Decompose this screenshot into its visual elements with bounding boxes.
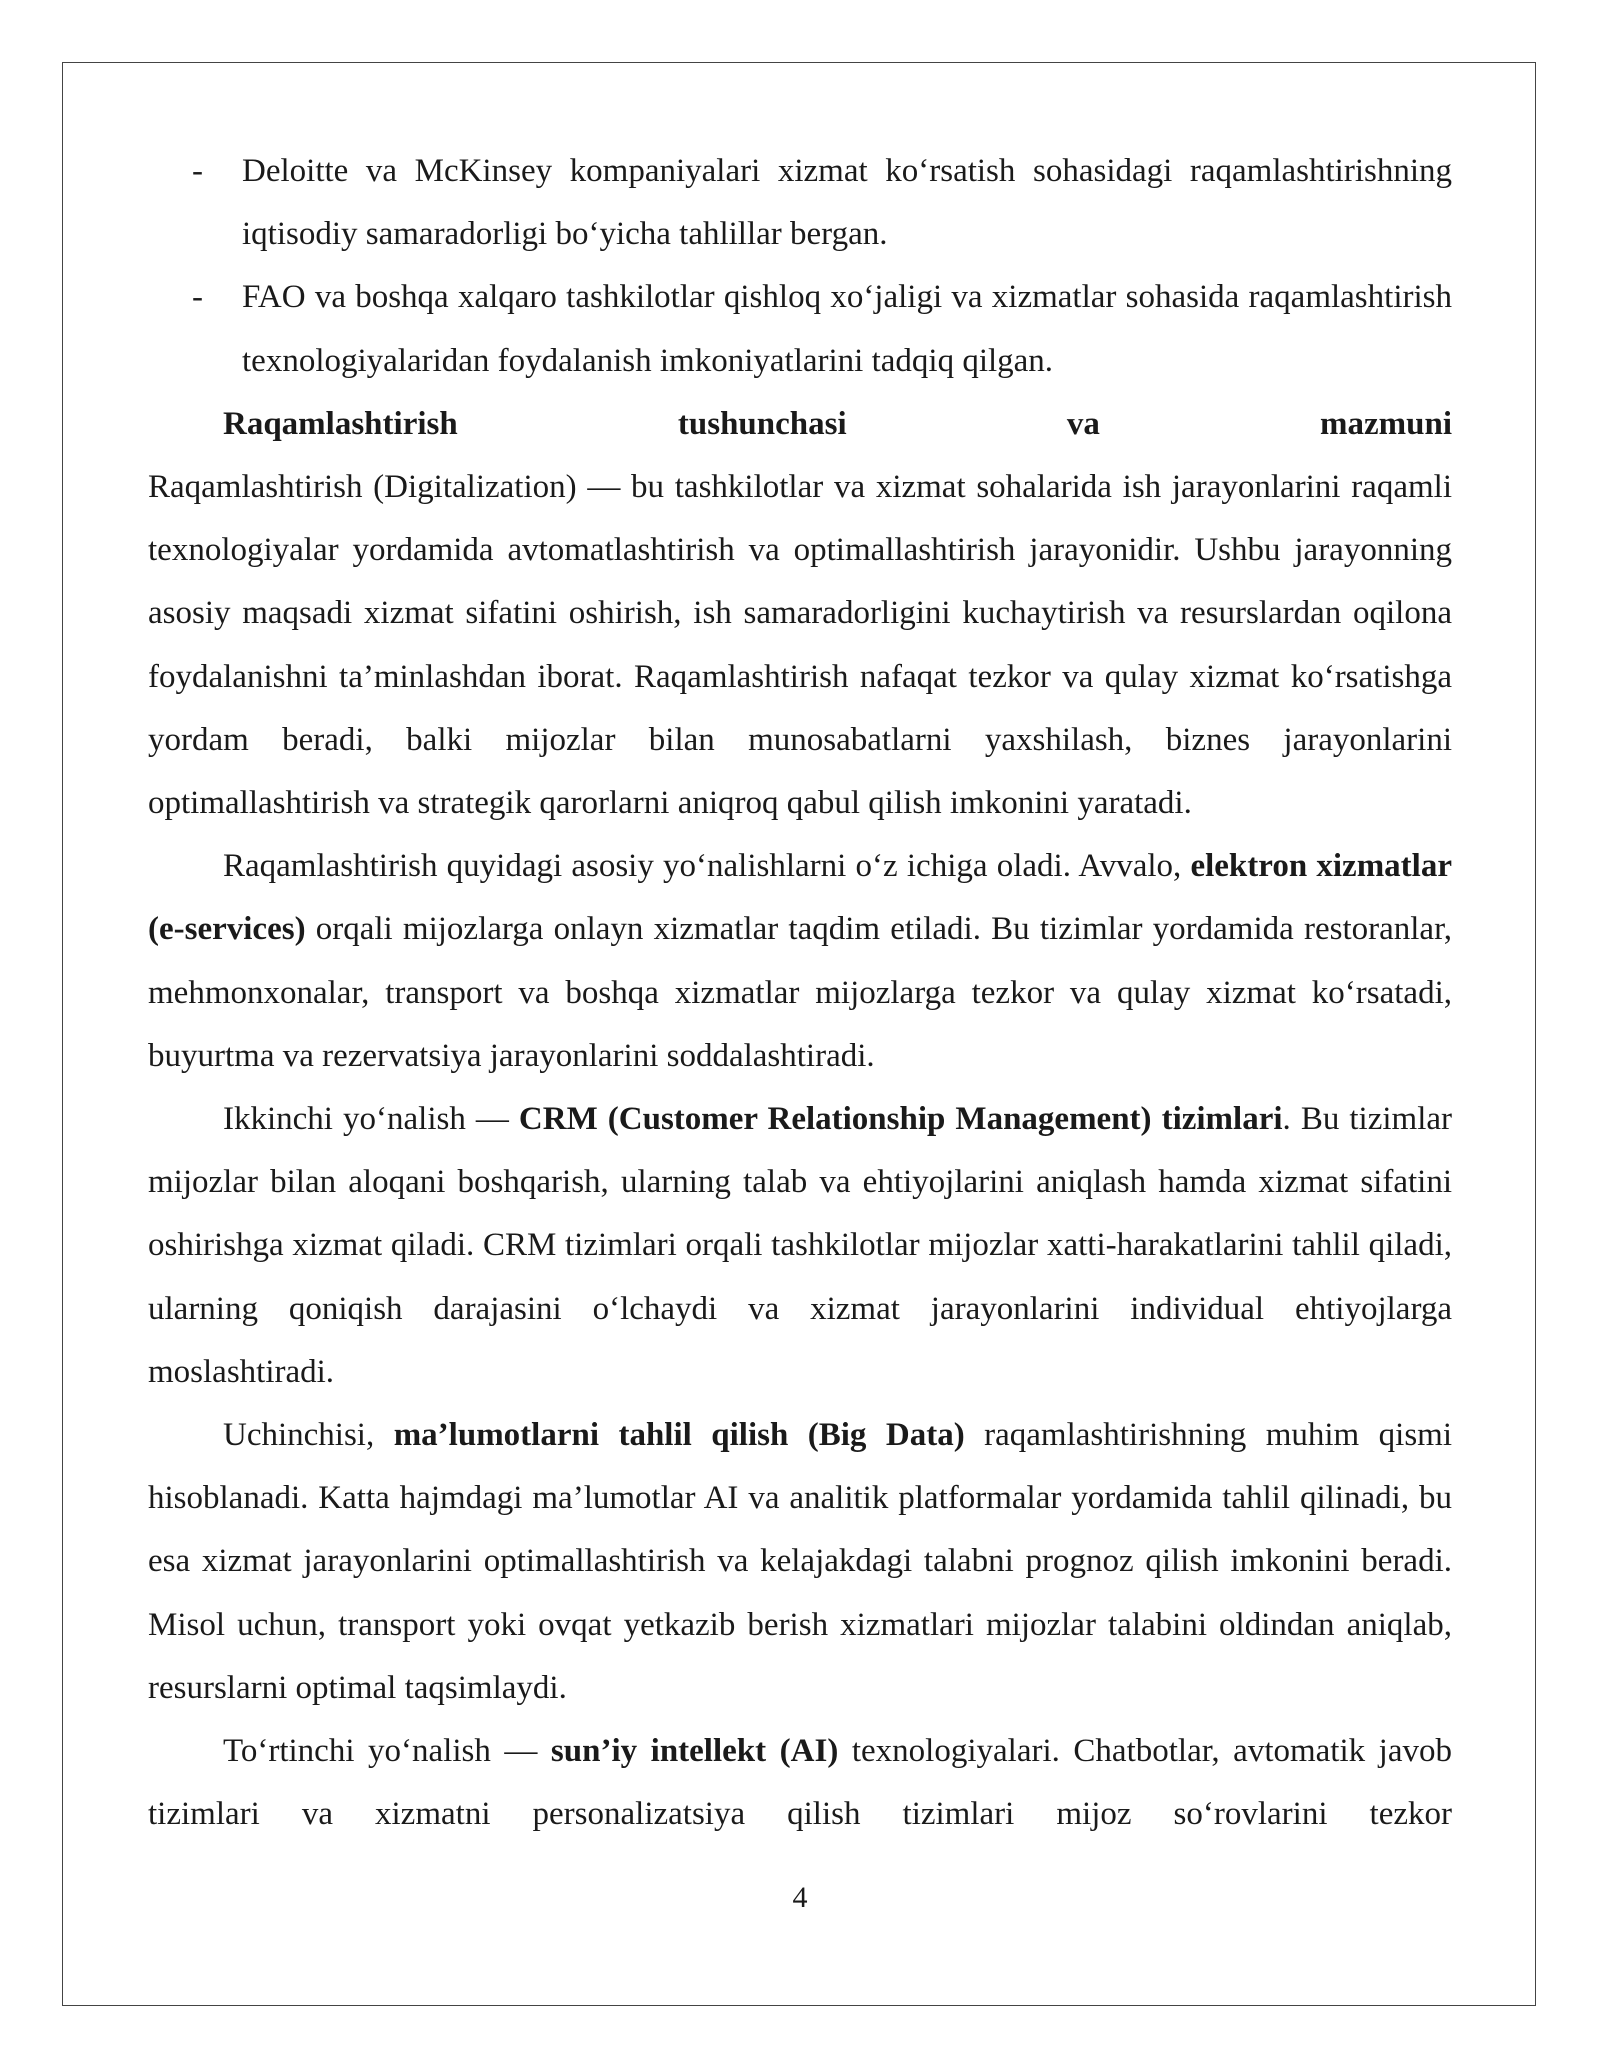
bullet-text: Deloitte va McKinsey kompaniyalari xizmat ko‘rsatish sohasidagi raqamlashtirishning iqtisodiy samaradorligi bo‘yicha tahlillar bergan.	[242, 153, 1452, 253]
paragraph-text: . Bu tizimlar mijozlar bilan aloqani boshqarish, ularning talab va ehtiyojlarini aniqlash hamda xizmat sifatini oshirishga xizmat qiladi. CRM tizimlari orqali tashkilotlar mijozlar xatti-harakatlarini tahlil qiladi, ularning qoniqish darajasini o‘lchaydi va xizmat jarayonlarini individual ehtiyojlarga moslashtiradi.	[148, 1101, 1452, 1390]
heading-word: va	[1066, 405, 1100, 442]
paragraph-e-services	[148, 835, 1452, 1088]
bold-term: ma’lumotlarni tahlil qilish (Big Data)	[393, 1417, 965, 1454]
heading-word: tushunchasi	[677, 405, 847, 442]
paragraph-text: texnologiyalari. Chatbotlar, avtomatik javob tizimlari va xizmatni personalizatsiya qilish tizimlari mijoz so‘rovlarini tezkor	[148, 1733, 1452, 1833]
document-body	[148, 140, 1452, 1846]
paragraph-text: Uchinchisi,	[223, 1417, 394, 1454]
paragraph-big-data	[148, 1404, 1452, 1720]
bold-term: sun’iy intellekt (AI)	[550, 1733, 839, 1770]
bullet-text: FAO va boshqa xalqaro tashkilotlar qishloq xo‘jaligi va xizmatlar sohasida raqamlashtirish texnologiyalaridan foydalanish imkoniyatlarini tadqiq qilgan.	[242, 279, 1452, 379]
paragraph-ai	[148, 1720, 1452, 1846]
paragraph-text: raqamlashtirishning muhim qismi hisoblanadi. Katta hajmdagi ma’lumotlar AI va analitik platformalar yordamida tahlil qilinadi, bu esa xizmat jarayonlarini optimallashtirish va kelajakdagi talabni prognoz qilish imkonini beradi. Misol uchun, transport yoki ovqat yetkazib berish xizmatlari mijozlar talabini oldindan aniqlab, resurslarni optimal taqsimlaydi.	[148, 1417, 1453, 1706]
bold-term: elektron xizmatlar (e-services)	[148, 848, 1452, 948]
page-number: 4	[792, 1881, 808, 1914]
paragraph-text: Ikkinchi yo‘nalish —	[223, 1101, 519, 1138]
bullet-item	[148, 140, 1452, 266]
paragraph-text: orqali mijozlarga onlayn xizmatlar taqdim etiladi. Bu tizimlar yordamida restoranlar, mehmonxonalar, transport va boshqa xizmatlar mijozlarga tezkor va qulay xizmat ko‘rsatadi, buyurtma va rezervatsiya jarayonlarini soddalashtiradi.	[148, 911, 1452, 1074]
paragraph-crm	[148, 1088, 1452, 1404]
bullet-dash: -	[192, 153, 203, 189]
bullet-dash: -	[192, 279, 203, 316]
definition-paragraph: Raqamlashtirish (Digitalization) — bu tashkilotlar va xizmat sohalarida ish jarayonlarini raqamli texnologiyalar yordamida avtomatlashtirish va optimallashtirish jarayonidir. Ushbu jarayonning asosiy maqsadi xizmat sifatini oshirish, ish samaradorligini kuchaytirish va resurslardan oqilona foydalanishni ta’minlashdan iborat. Raqamlashtirish nafaqat tezkor va qulay xizmat ko‘rsatishga yordam beradi, balki mijozlar bilan munosabatlarni yaxshilash, biznes jarayonlarini optimallashtirish va strategik qarorlarni aniqroq qabul qilish imkonini yaratadi.	[148, 469, 1452, 822]
heading-word: Raqamlashtirish	[223, 405, 458, 442]
heading-word: mazmuni	[1320, 405, 1452, 442]
section-heading	[148, 393, 1452, 456]
paragraph-text: Raqamlashtirish quyidagi asosiy yo‘nalishlarni o‘z ichiga oladi. Avvalo,	[223, 848, 1191, 885]
paragraph-text: To‘rtinchi yo‘nalish —	[223, 1733, 551, 1770]
bullet-item	[148, 266, 1452, 392]
bold-term: CRM (Customer Relationship Management) tizimlari	[518, 1101, 1283, 1138]
